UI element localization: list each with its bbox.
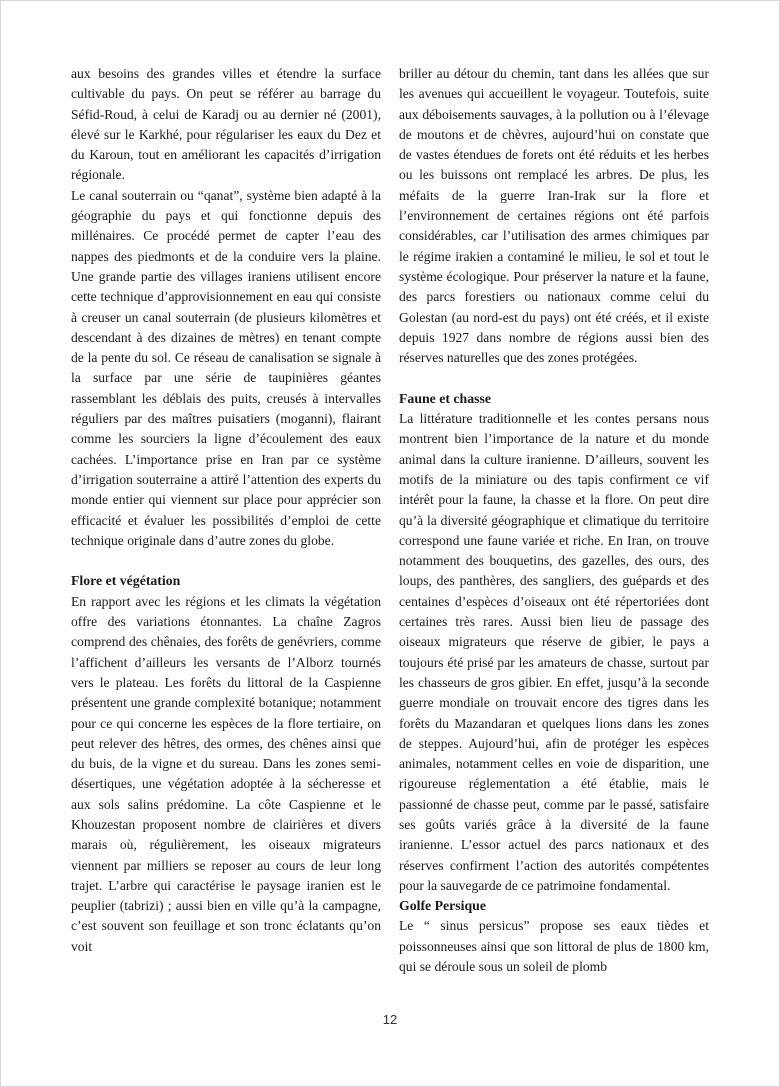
section-spacer [399,368,709,388]
body-paragraph: Le “ sinus persicus” propose ses eaux tièdes et poissonneuses ainsi que son littoral de plus de 1800 km, qui se déroule sous un soleil de plomb [399,918,709,975]
section-heading-flore: Flore et végétation [71,573,181,589]
page-number: 12 [382,1012,398,1027]
body-paragraph: La littérature traditionnelle et les contes persans nous montrent bien l’importance de la nature et du monde animal dans la culture iranienne. D’ailleurs, souvent les motifs de la miniature ou des tapis confirment ce vif intérêt pour la faune, la chasse et la flore. On peut dire qu’à la diversité géographique et climatique du territoire correspond une faune variée et riche. En Iran, on trouve notamment des bouquetins, des gazelles, des ours, des loups, des panthères, des sangliers, des guépards et des centaines d’espèces d’oiseaux ont été répertoriées dont certaines très rares. Aussi bien lieu de passage des oiseaux migrateurs que réserve de gibier, le pays a toujours été prisé par les amateurs de chasse, surtout par les chasseurs de gros gibier. En effet, jusqu’à la seconde guerre mondiale on trouvait encore des tigres dans les forêts du Mazandaran et quelques lions dans les zones de steppes. Aujourd’hui, afin de protéger les espèces animales, notamment celles en voie de disparition, une rigoureuse réglementation a été établie, mais le passionné de chasse peut, comme par le passé, satisfaire ses goûts variés grâce à la diversité de la faune iranienne. L’essor actuel des parcs nationaux et des réserves confirment l’action des autorités compétentes pour la sauvegarde de ce patrimoine fondamental. [399,411,709,893]
body-paragraph: briller au détour du chemin, tant dans les allées que sur les avenues qui accueillent le voyageur. Toutefois, suite aux déboisements sauvages, à la pollution ou à l’élevage de moutons et de chèvres, aujourd’hui on constate que de vastes étendues de forets ont été réduits et les herbes ou les buissons ont remplacé les arbres. De plus, les méfaits de la guerre Iran-Irak sur la flore et l’environnement de certaines régions ont été parfois considérables, car l’utilisation des armes chimiques par le régime irakien a contaminé le milieu, le sol et tout le système écologique. Pour préserver la nature et la faune, des parcs forestiers ou nationaux comme celui du Golestan (au nord-est du pays) ont été créés, et il existe depuis 1927 dans nombre de régions aussi bien des réserves naturelles que des zones protégées. [399,66,709,366]
left-column [71,64,381,957]
body-paragraph: Le canal souterrain ou “qanat”, système bien adapté à la géographie du pays et qui fonctionne depuis des millénaires. Ce procédé permet de capter l’eau des nappes des piedmonts et de la conduire vers la plaine. Une grande partie des villages iraniens utilisent encore cette technique d’approvisionnement en eau qui consiste à creuser un canal souterrain (de plusieurs kilomètres et descendant à des dizaines de mètres) en tenant compte de la pente du sol. Ce réseau de canalisation se signale à la surface par une série de taupinières géantes rassemblant les déblais des puits, creusés à intervalles réguliers par des maîtres puisatiers (moganni), flairant comme les sourciers la ligne d’écoulement des eaux cachées. L’importance prise en Iran par ce système d’irrigation souterraine a attiré l’attention des experts du monde entier qui viennent sur place pour apprécier son efficacité et évaluer les possibilités d’emploi de cette technique originale dans d’autre zones du globe. [71,187,381,548]
section-heading-faune: Faune et chasse [399,390,491,406]
body-paragraph: aux besoins des grandes villes et étendre la surface cultivable du pays. On peut se référer au barrage du Séfid-Roud, à celui de Karadj ou au dernier né (2001), élevé sur le Karkhé, pour régulariser les eaux du Dez et du Karoun, tout en améliorant les capacités d’irrigation régionale. [71,66,381,183]
section-spacer [71,551,381,571]
right-column [399,64,709,977]
section-heading-golfe: Golfe Persique [399,898,486,914]
body-paragraph: En rapport avec les régions et les climats la végétation offre des variations étonnantes. La chaîne Zagros comprend des chênaies, des forêts de genévriers, comme l’affichent d’ailleurs les versants de l’Alborz tournés vers le plateau. Les forêts du littoral de la Caspienne présentent une grande complexité botanique; notamment pour ce qui concerne les espèces de la flore tertiaire, on peut relever des hêtres, des ormes, des chênes ainsi que du buis, de la vigne et du sureau. Dans les zones semi-désertiques, une végétation adoptée à la sécheresse et aux sols salins prédomine. La côte Caspienne et le Khouzestan proposent nombre de clairières et divers marais où, régulièrement, les oiseaux migrateurs viennent par milliers se reposer au cours de leur long trajet. L’arbre qui caractérise le paysage iranien est le peuplier (tabrizi) ; aussi bien en ville qu’à la campagne, c’est souvent son feuillage et son tronc éclatants qu’on voit [71,593,381,954]
